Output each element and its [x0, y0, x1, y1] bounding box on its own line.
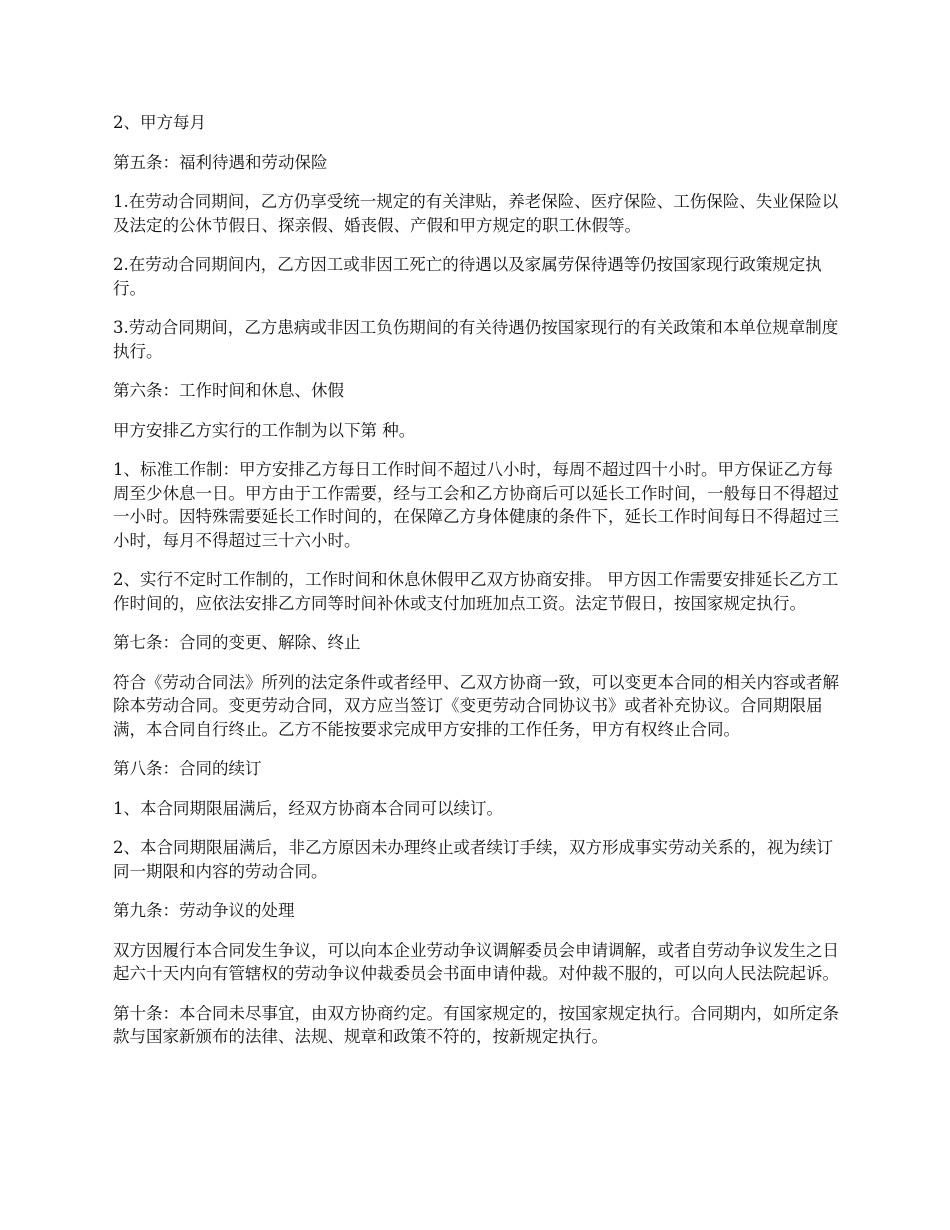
- paragraph-4: 2.在劳动合同期间内，乙方因工或非因工死亡的待遇以及家属劳保待遇等仍按国家现行政策规定执行。: [113, 255, 822, 298]
- paragraph-3: 1.在劳动合同期间，乙方仍享受统一规定的有关津贴，养老保险、医疗保险、工伤保险、失业保险以及法定的公休节假日、探亲假、婚丧假、产假和甲方规定的职工休假等。: [113, 192, 839, 235]
- section-heading-7: 第七条：合同的变更、解除、终止: [113, 633, 361, 652]
- paragraph-16: 双方因履行本合同发生争议，可以向本企业劳动争议调解委员会申请调解，或者自劳动争议发生之日起六十天内向有管辖权的劳动争议仲裁委员会书面申请仲裁。对仲裁不服的，可以向人民法院起诉。: [113, 940, 839, 983]
- section-heading-8: 第八条：合同的续订: [113, 759, 262, 778]
- paragraph-1: 2、甲方每月: [113, 113, 206, 132]
- paragraph-7: 甲方安排乙方实行的工作制为以下第 种。: [113, 420, 416, 440]
- section-heading-10: 第十条：本合同未尽事宜，由双方协商约定。有国家规定的，按国家规定执行。合同期内，如所定条款与国家新颁布的法律、法规、规章和政策不符的，按新规定执行。: [113, 1003, 839, 1046]
- paragraph-14: 2、本合同期限届满后，非乙方原因未办理终止或者续订手续，双方形成事实劳动关系的，视为续订同一期限和内容的劳动合同。: [113, 838, 833, 881]
- paragraph-5: 3.劳动合同期间，乙方患病或非因工负伤期间的有关待遇仍按国家现行的有关政策和本单位规章制度执行。: [113, 318, 839, 361]
- section-heading-9: 第九条：劳动争议的处理: [113, 901, 295, 920]
- paragraph-8: 1、标准工作制：甲方安排乙方每日工作时间不超过八小时，每周不超过四十小时。甲方保证乙方每周至少休息一日。甲方由于工作需要，经与工会和乙方协商后可以延长工作时间，一般每日不得超过一小时。因特殊需要延长工作时间的，在保障乙方身体健康的条件下，延长工作时间每日不得超过三小时，每月不得超过三十六小时。: [113, 460, 839, 550]
- paragraph-13: 1、本合同期限届满后，经双方协商本合同可以续订。: [113, 798, 503, 818]
- section-heading-6: 第六条：工作时间和休息、休假: [113, 381, 344, 400]
- paragraph-9: 2、实行不定时工作制的，工作时间和休息休假甲乙双方协商安排。 甲方因工作需要安排延长乙方工作时间的，应依法安排乙方同等时间补休或支付加班加点工资。法定节假日，按国家规定执行。: [113, 570, 839, 613]
- section-heading-5: 第五条：福利待遇和劳动保险: [113, 152, 328, 172]
- paragraph-11: 符合《劳动合同法》所列的法定条件或者经甲、乙双方协商一致，可以变更本合同的相关内容或者解除本劳动合同。变更劳动合同，双方应当签订《变更劳动合同协议书》或者补充协议。合同期限届满，本合同自行终止。乙方不能按要求完成甲方安排的工作任务，甲方有权终止合同。: [113, 672, 839, 739]
- document-body: [113, 111, 848, 1065]
